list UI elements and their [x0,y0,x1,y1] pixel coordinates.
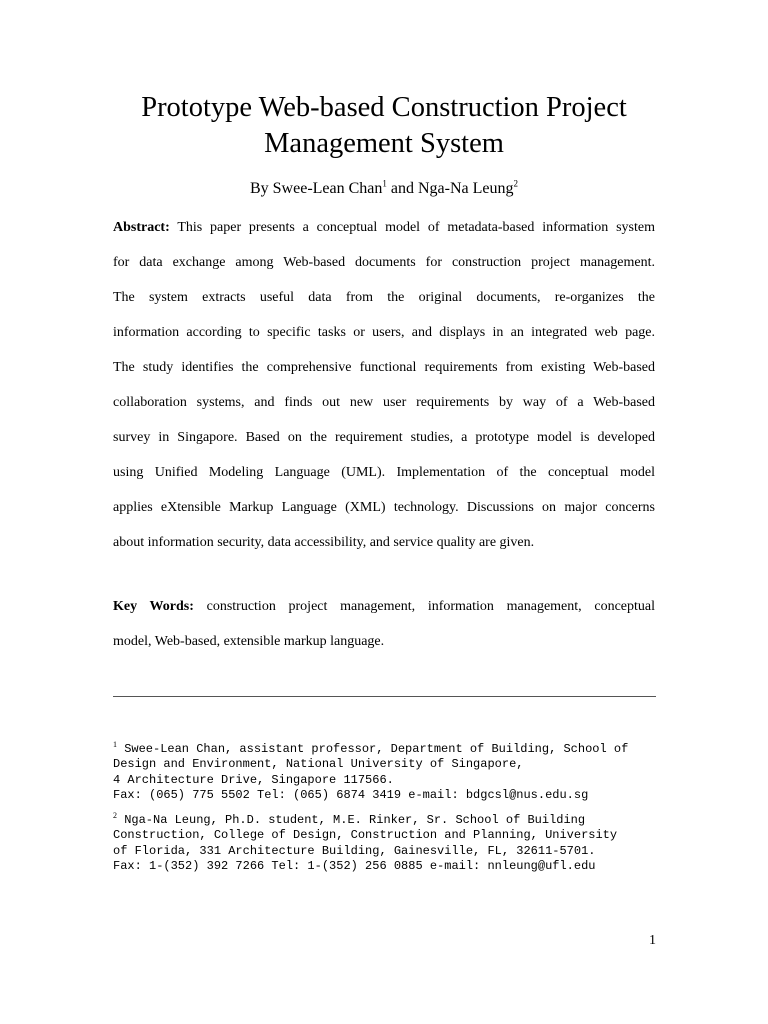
author-1-footnote-mark: 1 [382,178,387,189]
abstract-line: for data exchange among Web-based documents for construction project management. [113,255,655,270]
abstract-line: using Unified Modeling Language (UML). Implementation of the conceptual model [113,465,655,480]
author-line-prefix: By Swee-Lean Chan [249,180,383,197]
footnote-text: Swee-Lean Chan, assistant professor, Department of Building, School of [117,742,629,756]
footnote-1 [113,742,658,803]
footnote-line [113,813,658,828]
keywords-paragraph [113,597,655,667]
author-line-middle: and Nga-Na Leung [386,180,514,197]
keywords-text: construction project management, information management, conceptual [193,599,655,614]
page-number: 1 [649,933,656,948]
footnote-line: Fax: 1-(352) 392 7266 Tel: 1-(352) 256 0885 e-mail: nnleung@ufl.edu [113,858,596,873]
footnote-line: Design and Environment, National University of Singapore, [113,757,524,772]
footnote-1-mark: 1 [113,740,117,749]
footnote-separator [113,696,656,697]
footnote-text: Nga-Na Leung, Ph.D. student, M.E. Rinker, Sr. School of Building [117,813,586,827]
abstract-line: about information security, data accessibility, and service quality are given. [113,535,535,550]
footnote-line: Construction, College of Design, Construction and Planning, University [113,828,618,843]
abstract-line: The study identifies the comprehensive functional requirements from existing Web-based [113,360,655,375]
abstract-line: information according to specific tasks or users, and displays in an integrated web page. [113,325,655,340]
footnote-line [113,742,658,757]
keywords-line [113,597,655,632]
abstract-line: collaboration systems, and finds out new user requirements by way of a Web-based [113,395,655,410]
author-line [60,177,708,201]
footnote-2 [113,813,658,874]
keywords-label: Key Words: [113,599,194,614]
abstract-line: The system extracts useful data from the original documents, re-organizes the [113,290,655,305]
abstract-line [113,218,655,253]
footnote-line: of Florida, 331 Architecture Building, Gainesville, FL, 32611-5701. [113,843,596,858]
abstract-line: applies eXtensible Markup Language (XML) technology. Discussions on major concerns [113,500,655,515]
paper-title: Prototype Web-based Construction Project Management System [141,92,627,159]
footnote-line: Fax: (065) 775 5502 Tel: (065) 6874 3419 e-mail: bdgcsl@nus.edu.sg [113,787,589,802]
abstract-label: Abstract: [113,220,170,235]
footnote-2-mark: 2 [113,811,117,820]
abstract-text: This paper presents a conceptual model of metadata-based information system [169,220,655,235]
footnote-line: 4 Architecture Drive, Singapore 117566. [113,772,394,787]
abstract-paragraph [113,218,655,568]
author-2-footnote-mark: 2 [513,178,519,189]
keywords-line: model, Web-based, extensible markup language. [113,634,385,649]
abstract-line: survey in Singapore. Based on the requirement studies, a prototype model is developed [113,430,655,445]
